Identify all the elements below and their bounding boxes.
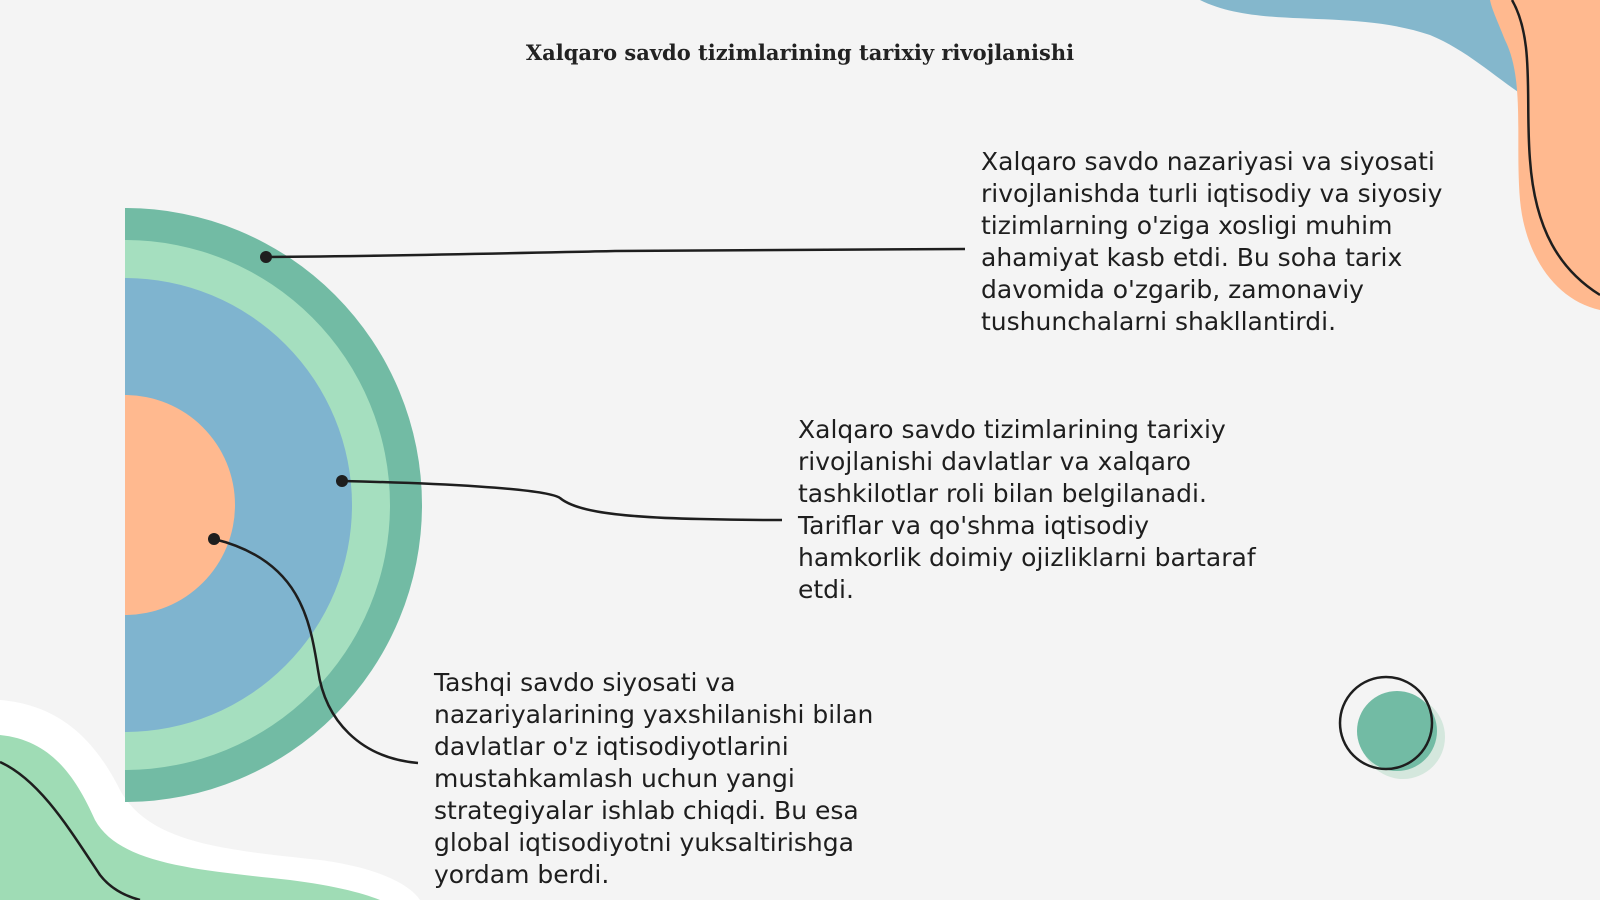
description-paragraph-3: Tashqi savdo siyosati va nazariyalarining yaxshilanishi bilan davlatlar o'z iqtisodiyotlarini mustahkamlash uchun yangi strategiyalar ishlab chiqdi. Bu esa global iqtisodiyotni yuksaltirishga yordam berdi. [434, 668, 874, 889]
small-circle-ornament [1340, 677, 1445, 779]
peach-core [15, 395, 235, 615]
page-title: Xalqaro savdo tizimlarining tarixiy rivojlanishi [525, 40, 1075, 65]
connector-dot-2 [336, 475, 348, 487]
concentric-rings-diagram [0, 208, 422, 802]
description-paragraph-1: Xalqaro savdo nazariyasi va siyosati rivojlanishda turli iqtisodiy va siyosiy tizimlarning o'ziga xosligi muhim ahamiyat kasb etdi. Bu soha tarix davomida o'zgarib, zamonaviy tushunchalarni shakllantirdi. [981, 147, 1443, 336]
description-paragraph-2: Xalqaro savdo tizimlarining tarixiy rivojlanishi davlatlar va xalqaro tashkilotlar roli bilan belgilanadi. Tariflar va qo'shma iqtisodiy hamkorlik doimiy ojizliklarni bartaraf etdi. [798, 415, 1256, 604]
connector-dot-3 [208, 533, 220, 545]
connector-line-1 [266, 249, 965, 257]
connector-dot-1 [260, 251, 272, 263]
